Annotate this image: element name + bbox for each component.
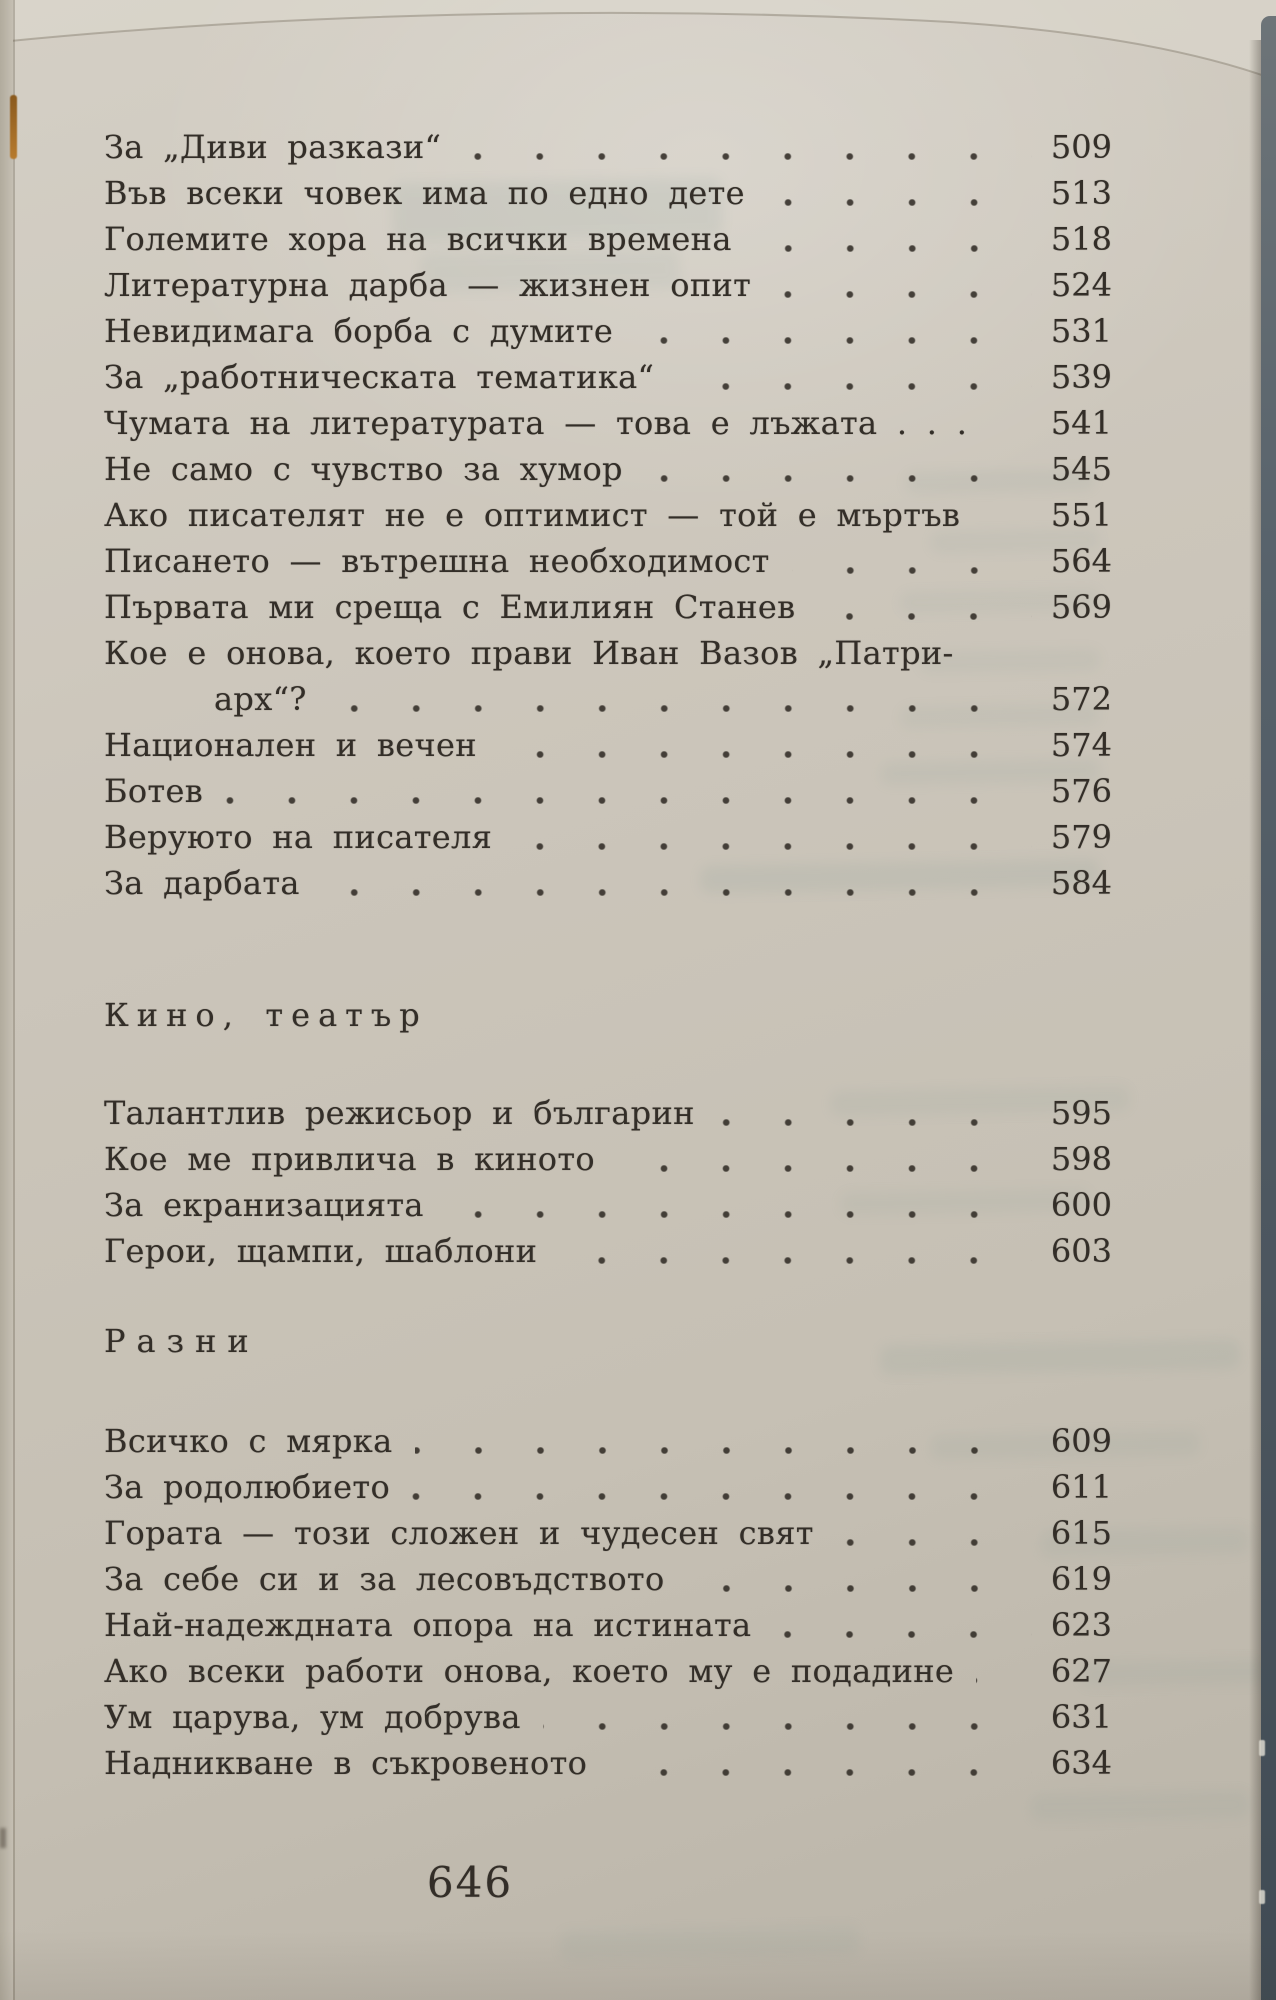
toc-entry-page-number: 518 — [1050, 220, 1112, 258]
dot-leader — [463, 130, 1032, 164]
dot-leader — [976, 1654, 1032, 1688]
toc-entry-row — [104, 130, 1112, 164]
toc-entry-page-number: 531 — [1050, 312, 1112, 350]
toc-entry-page-number: 584 — [1050, 864, 1112, 902]
toc-entry-title: За родолюбието — [104, 1468, 391, 1506]
toc-entry-title: Герои, щампи, шаблони — [104, 1232, 538, 1270]
section-heading-cinema-theatre: Кино, театър — [104, 996, 428, 1034]
toc-entry-row — [104, 590, 1112, 624]
toc-entry-row — [104, 1700, 1112, 1734]
cover-sliver-artifact — [10, 95, 17, 159]
toc-entry-title: За „работническата тематика“ — [104, 358, 655, 396]
toc-entry-row — [104, 1142, 1112, 1176]
dot-leader — [817, 590, 1032, 624]
toc-entry-title: арх“? — [214, 680, 307, 718]
toc-entry-title: Невидимага борба с думите — [104, 312, 614, 350]
toc-entry-page-number: 569 — [1050, 588, 1112, 626]
toc-entry-row — [104, 222, 1112, 256]
toc-entry-row — [104, 1562, 1112, 1596]
toc-entry-title: Ум царува, ум добрува — [104, 1698, 521, 1736]
toc-entry-title: Ботев — [104, 772, 204, 810]
toc-content — [104, 130, 1112, 1792]
toc-entry-page-number: 574 — [1050, 726, 1112, 764]
dot-leader — [412, 1470, 1032, 1504]
toc-entry-page-number: 545 — [1050, 450, 1112, 488]
toc-entry-row — [104, 1746, 1112, 1780]
toc-entry-title: Талантлив режисьор и българин — [104, 1094, 695, 1132]
toc-entry-page-number: 634 — [1050, 1744, 1112, 1782]
toc-entry-title: Национален и вечен — [104, 726, 477, 764]
toc-entry-page-number: 539 — [1050, 358, 1112, 396]
dot-leader — [322, 866, 1032, 900]
dot-leader — [609, 1746, 1032, 1780]
toc-entry-row — [104, 1654, 1112, 1688]
page-edge-tick — [1259, 1740, 1265, 1756]
toc-entry-title: Писането — вътрешна необходимост — [104, 542, 770, 580]
dot-leader — [754, 222, 1032, 256]
toc-entry-title: Първата ми среща с Емилиян Станев — [104, 588, 796, 626]
toc-entry-row — [104, 866, 1112, 900]
dot-leader — [773, 1608, 1032, 1642]
toc-entry-row — [104, 774, 1112, 808]
toc-entry-row — [104, 314, 1112, 348]
toc-entry-row — [104, 1096, 1112, 1130]
bleed-through-artifact — [1030, 1790, 1250, 1822]
toc-entry-title: Не само с чувство за хумор — [104, 450, 623, 488]
page-edge-tick — [1259, 1890, 1265, 1904]
toc-entry-row — [104, 268, 1112, 302]
toc-entry-page-number: 611 — [1050, 1468, 1112, 1506]
toc-entry-row-wrapped-line — [104, 636, 1112, 670]
dot-leader — [773, 268, 1032, 302]
toc-entry-title: Литературна дарба — жизнен опит — [104, 266, 752, 304]
toc-entry-title: Големите хора на всички времена — [104, 220, 732, 258]
toc-entry-row — [104, 1470, 1112, 1504]
toc-entry-page-number: 564 — [1050, 542, 1112, 580]
toc-entry-title: За „Диви разкази“ — [104, 128, 442, 166]
toc-entry-row-continuation — [104, 682, 1112, 716]
dot-leader — [982, 498, 1032, 532]
toc-entry-row — [104, 498, 1112, 532]
dot-leader — [676, 360, 1032, 394]
page-left-edge — [0, 0, 13, 2000]
toc-entry-row — [104, 452, 1112, 486]
dot-leader — [559, 1234, 1032, 1268]
toc-entry-page-number: 551 — [1050, 496, 1112, 534]
toc-entry-row — [104, 1516, 1112, 1550]
dot-leader — [767, 176, 1032, 210]
toc-entry-page-number: 631 — [1050, 1698, 1112, 1736]
toc-entry-title: За екранизацията — [104, 1186, 424, 1224]
toc-entry-page-number: 598 — [1050, 1140, 1112, 1178]
toc-entry-page-number: 579 — [1050, 818, 1112, 856]
dot-leader — [543, 1700, 1032, 1734]
toc-entry-page-number: 595 — [1050, 1094, 1112, 1132]
toc-entry-title: Веруюто на писателя — [104, 818, 493, 856]
page-top-edge-curve — [0, 0, 1276, 100]
toc-entry-title: Кое ме привлича в киното — [104, 1140, 595, 1178]
edge-smudge-artifact — [0, 1828, 6, 1848]
toc-entry-row — [104, 728, 1112, 762]
dot-leader — [329, 682, 1032, 716]
toc-entry-title: Всичко с мярка — [104, 1422, 393, 1460]
toc-entry-title: Ако всеки работи онова, което му е подадине — [104, 1652, 955, 1690]
dot-leader — [617, 1142, 1032, 1176]
toc-entry-row — [104, 820, 1112, 854]
toc-entry-row — [104, 1188, 1112, 1222]
toc-entry-row — [104, 544, 1112, 578]
book-cover-edge — [1261, 16, 1276, 2000]
dot-leader — [836, 1516, 1032, 1550]
toc-entry-title: Чумата на литературата — това е лъжата . . . — [104, 404, 968, 442]
dot-leader — [446, 1188, 1032, 1222]
toc-entry-page-number: 541 — [1050, 404, 1112, 442]
section-heading-misc: Разни — [104, 1322, 260, 1360]
toc-entry-title: Във всеки човек има по едно дете — [104, 174, 745, 212]
toc-entry-title: Най-надеждната опора на истината — [104, 1606, 752, 1644]
toc-entry-page-number: 524 — [1050, 266, 1112, 304]
toc-entry-row — [104, 1608, 1112, 1642]
toc-entry-page-number: 619 — [1050, 1560, 1112, 1598]
toc-entry-page-number: 609 — [1050, 1422, 1112, 1460]
toc-entry-title: Гората — този сложен и чудесен свят — [104, 1514, 814, 1552]
toc-entry-title: За себе си и за лесовъдството — [104, 1560, 665, 1598]
toc-entry-page-number: 615 — [1050, 1514, 1112, 1552]
toc-entry-title: Кое е онова, което прави Иван Вазов „Патри- — [104, 634, 954, 672]
toc-entry-row — [104, 406, 1112, 440]
toc-entry-row — [104, 360, 1112, 394]
page-crease — [13, 0, 15, 2000]
toc-entry-page-number: 603 — [1050, 1232, 1112, 1270]
dot-leader — [635, 314, 1032, 348]
toc-entry-page-number: 572 — [1050, 680, 1112, 718]
dot-leader — [989, 406, 1032, 440]
dot-leader — [645, 452, 1032, 486]
toc-entry-title: Ако писателят не е оптимист — той е мъртъв — [104, 496, 961, 534]
dot-leader — [499, 728, 1032, 762]
toc-entry-row — [104, 176, 1112, 210]
toc-entry-page-number: 513 — [1050, 174, 1112, 212]
dot-leader — [514, 820, 1032, 854]
dot-leader — [687, 1562, 1032, 1596]
toc-entry-page-number: 509 — [1050, 128, 1112, 166]
dot-leader — [415, 1424, 1033, 1458]
toc-entry-page-number: 576 — [1050, 772, 1112, 810]
dot-leader — [225, 774, 1032, 808]
toc-entry-row — [104, 1234, 1112, 1268]
page-number-footer: 646 — [426, 1858, 514, 1907]
dot-leader — [717, 1096, 1032, 1130]
toc-entry-page-number: 627 — [1050, 1652, 1112, 1690]
toc-entry-title: Надникване в съкровеното — [104, 1744, 588, 1782]
toc-entry-page-number: 623 — [1050, 1606, 1112, 1644]
dot-leader — [792, 544, 1032, 578]
toc-entry-title: За дарбата — [104, 864, 300, 902]
toc-entry-page-number: 600 — [1050, 1186, 1112, 1224]
toc-entry-row — [104, 1424, 1112, 1458]
bottom-shading — [0, 1930, 1276, 2000]
